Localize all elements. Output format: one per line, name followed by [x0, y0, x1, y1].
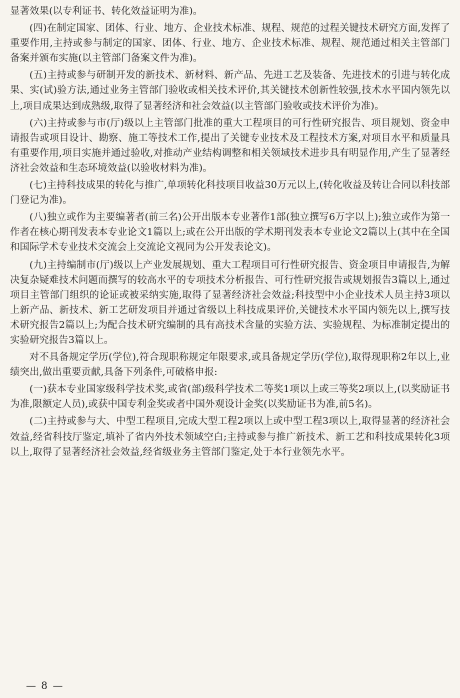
paragraph-item-7: (七)主持科技成果的转化与推广,单项转化科技项目收益30万元以上,(转化收益及转让合同以科技部门登记为准)。: [10, 180, 450, 207]
paragraph-item-4: (四)在制定国家、团体、行业、地方、企业技术标准、规程、规范的过程关键技术研究方面,发挥了重要作用,主持或参与制定的国家、团体、行业、地方、企业技术标准、规程、规范通过相关主管部门备案并颁布实施(以主管部门备案文件为准)。: [10, 23, 450, 65]
paragraph-item-5: (五)主持或参与研制开发的新技术、新材料、新产品、先进工艺及装备、先进技术的引进与转化成果、实(试)验方法,通过业务主管部门验收或相关技术评价,其关键技术创新性较强,技术水平国内领先以上,项目成果达到成熟级,取得了显著经济和社会效益(以主管部门验收或技术评价为准)。: [10, 70, 450, 112]
paragraph-exception-1: (一)获本专业国家级科学技术奖,或省(部)级科学技术二等奖1项以上或三等奖2项以上,(以奖励证书为准,限额定人员),或获中国专利金奖或者中国外观设计金奖(以奖励证书为准,前5名)。: [10, 384, 450, 411]
paragraph-item-8: (八)独立或作为主要编著者(前三名)公开出版本专业著作1部(独立撰写6万字以上);独立或作为第一作者在核心期刊发表本专业论文1篇以上;或在公开出版的学术期刊发表本专业论文2篇以上(其中在全国和国际学术专业技术交流会上交流论文视同为公开发表论文)。: [10, 212, 450, 254]
paragraph-item-6: (六)主持或参与市(厅)级以上主管部门批准的重大工程项目的可行性研究报告、项目规划、资金申请报告或项目设计、勘察、施工等技术工作,提出了关键专业技术及工程技术方案,对项目水平和质量具有重要作用,项目实施并通过验收,对推动产业结构调整和相关领域技术进步具有明显作用,产生了显著经济社会效益和生态环境效益(以验收材料为准)。: [10, 117, 450, 174]
paragraph-exception-intro: 对不具备规定学历(学位),符合现职称规定年限要求,或具备规定学历(学位),取得现职称2年以上,业绩突出,做出重要贡献,具备下列条件,可破格申报:: [10, 352, 450, 379]
paragraph-exception-2: (二)主持或参与大、中型工程项目,完成大型工程2项以上或中型工程3项以上,取得显著的经济社会效益,经省科技厅鉴定,填补了省内外技术领域空白;主持或参与推广新技术、新工艺和科技成果转化3项以上,取得了显著经济社会效益,经省级业务主管部门鉴定,处于本行业领先水平。: [10, 416, 450, 458]
paragraph-continuation: 显著效果(以专利证书、转化效益证明为准)。: [10, 6, 203, 17]
document-page: [10, 4, 450, 694]
paragraph-item-9: (九)主持编制市(厅)级以上产业发展规划、重大工程项目可行性研究报告、资金项目申请报告,为解决复杂疑难技术问题而撰写的较高水平的专项技术分析报告、可行性研究报告或规划报告3篇以上,通过项目主管部门组织的论证或被采纳实施,取得了显著经济社会效益;科技型中小企业技术人员主持3项以上新产品、新技术、新工艺研发项目并通过省级以上科技成果评价,关键技术水平国内领先以上,撰写技术研究报告2篇以上;为配合技术研究编制的具有高技术含量的实验方法、实验规程、为标准制定提出的实验研究报告3篇以上。: [10, 259, 450, 346]
page-number: — 8 —: [26, 681, 64, 692]
